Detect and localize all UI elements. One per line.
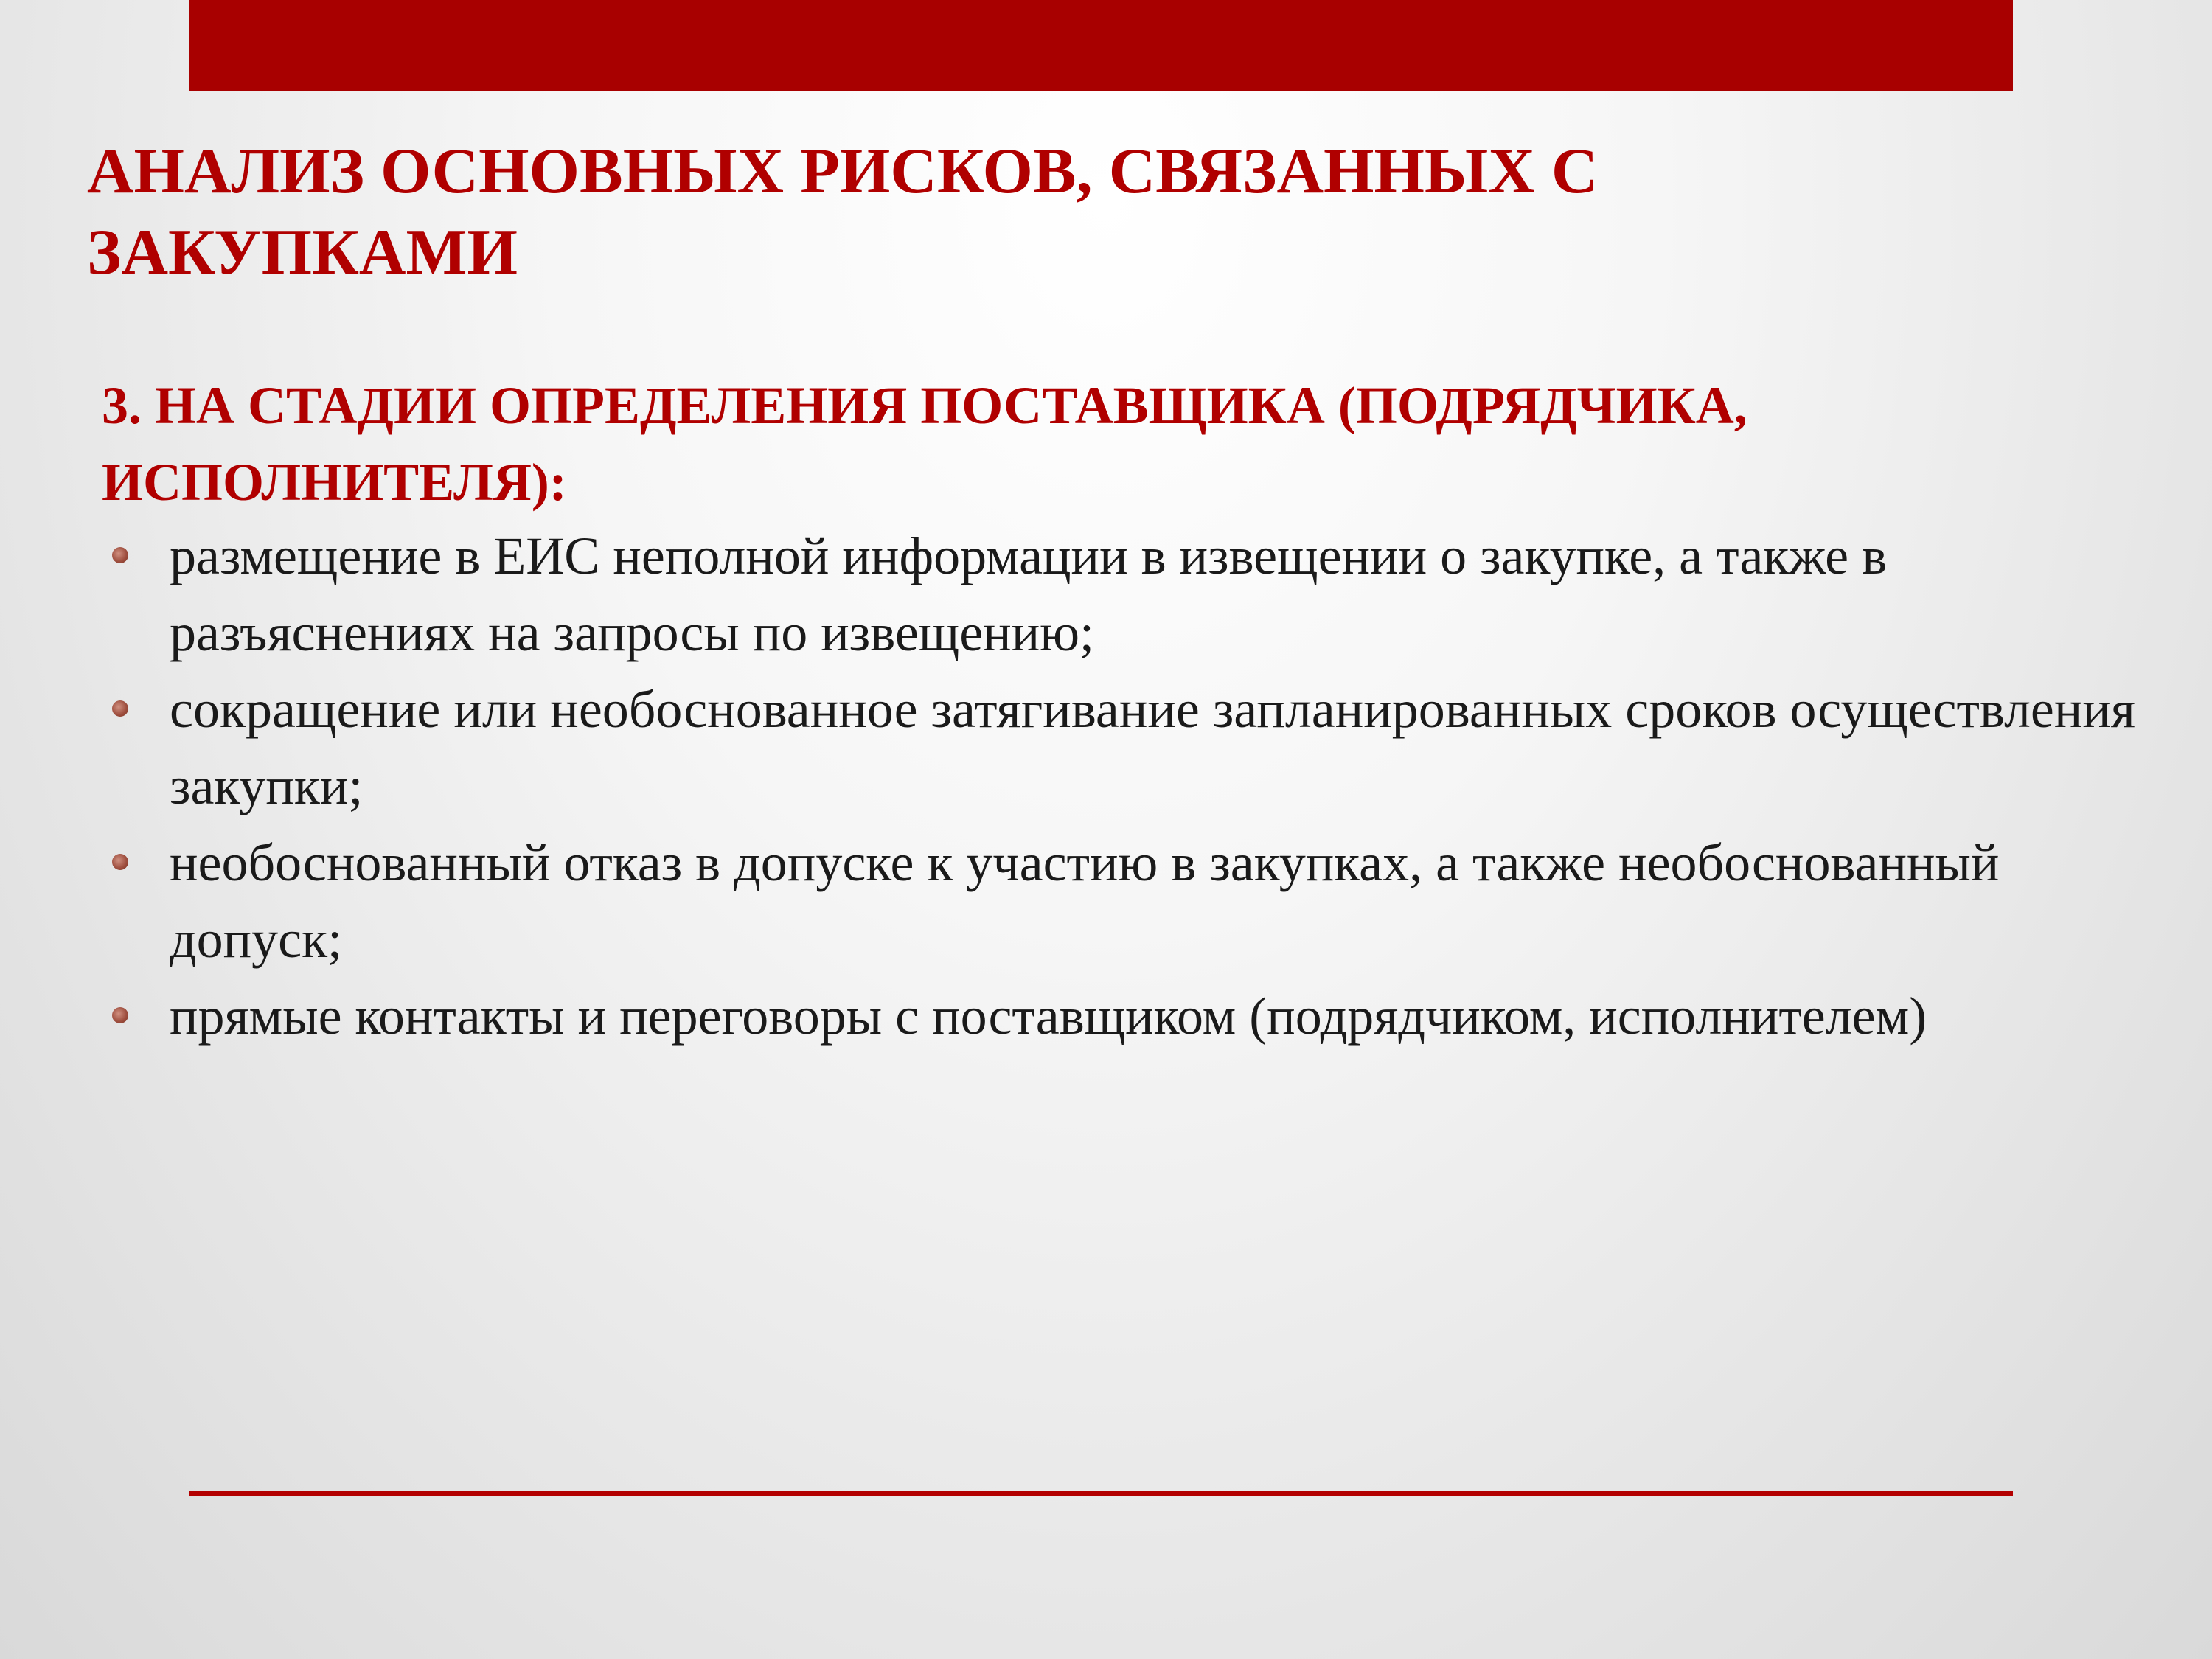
- bullet-text: прямые контакты и переговоры с поставщиком (подрядчиком, исполнителем): [170, 987, 1927, 1046]
- round-bullet-icon: [112, 1007, 128, 1023]
- list-item: [102, 978, 2137, 1054]
- bottom-divider: [189, 1491, 2013, 1496]
- round-bullet-icon: [112, 700, 128, 717]
- round-bullet-icon: [112, 854, 128, 870]
- list-item: [102, 518, 2137, 671]
- bullet-text: сокращение или необоснованное затягивание запланированных сроков осуществления закупки;: [170, 680, 2136, 815]
- round-bullet-icon: [112, 547, 128, 563]
- bullet-text: необоснованный отказ в допуске к участию в закупках, а также необоснованный допуск;: [170, 833, 2000, 969]
- slide-title: АНАЛИЗ ОСНОВНЫХ РИСКОВ, СВЯЗАННЫХ С ЗАКУПКАМИ: [87, 136, 1599, 288]
- bullet-text: размещение в ЕИС неполной информации в извещении о закупке, а также в разъяснениях на запросы по извещению;: [170, 526, 1888, 662]
- list-item: [102, 671, 2137, 824]
- list-item: [102, 824, 2137, 978]
- bullet-list: [102, 518, 2137, 1054]
- slide-subtitle: 3. НА СТАДИИ ОПРЕДЕЛЕНИЯ ПОСТАВЩИКА (ПОДРЯДЧИКА, ИСПОЛНИТЕЛЯ):: [102, 376, 1747, 512]
- top-accent-bar: [189, 0, 2013, 91]
